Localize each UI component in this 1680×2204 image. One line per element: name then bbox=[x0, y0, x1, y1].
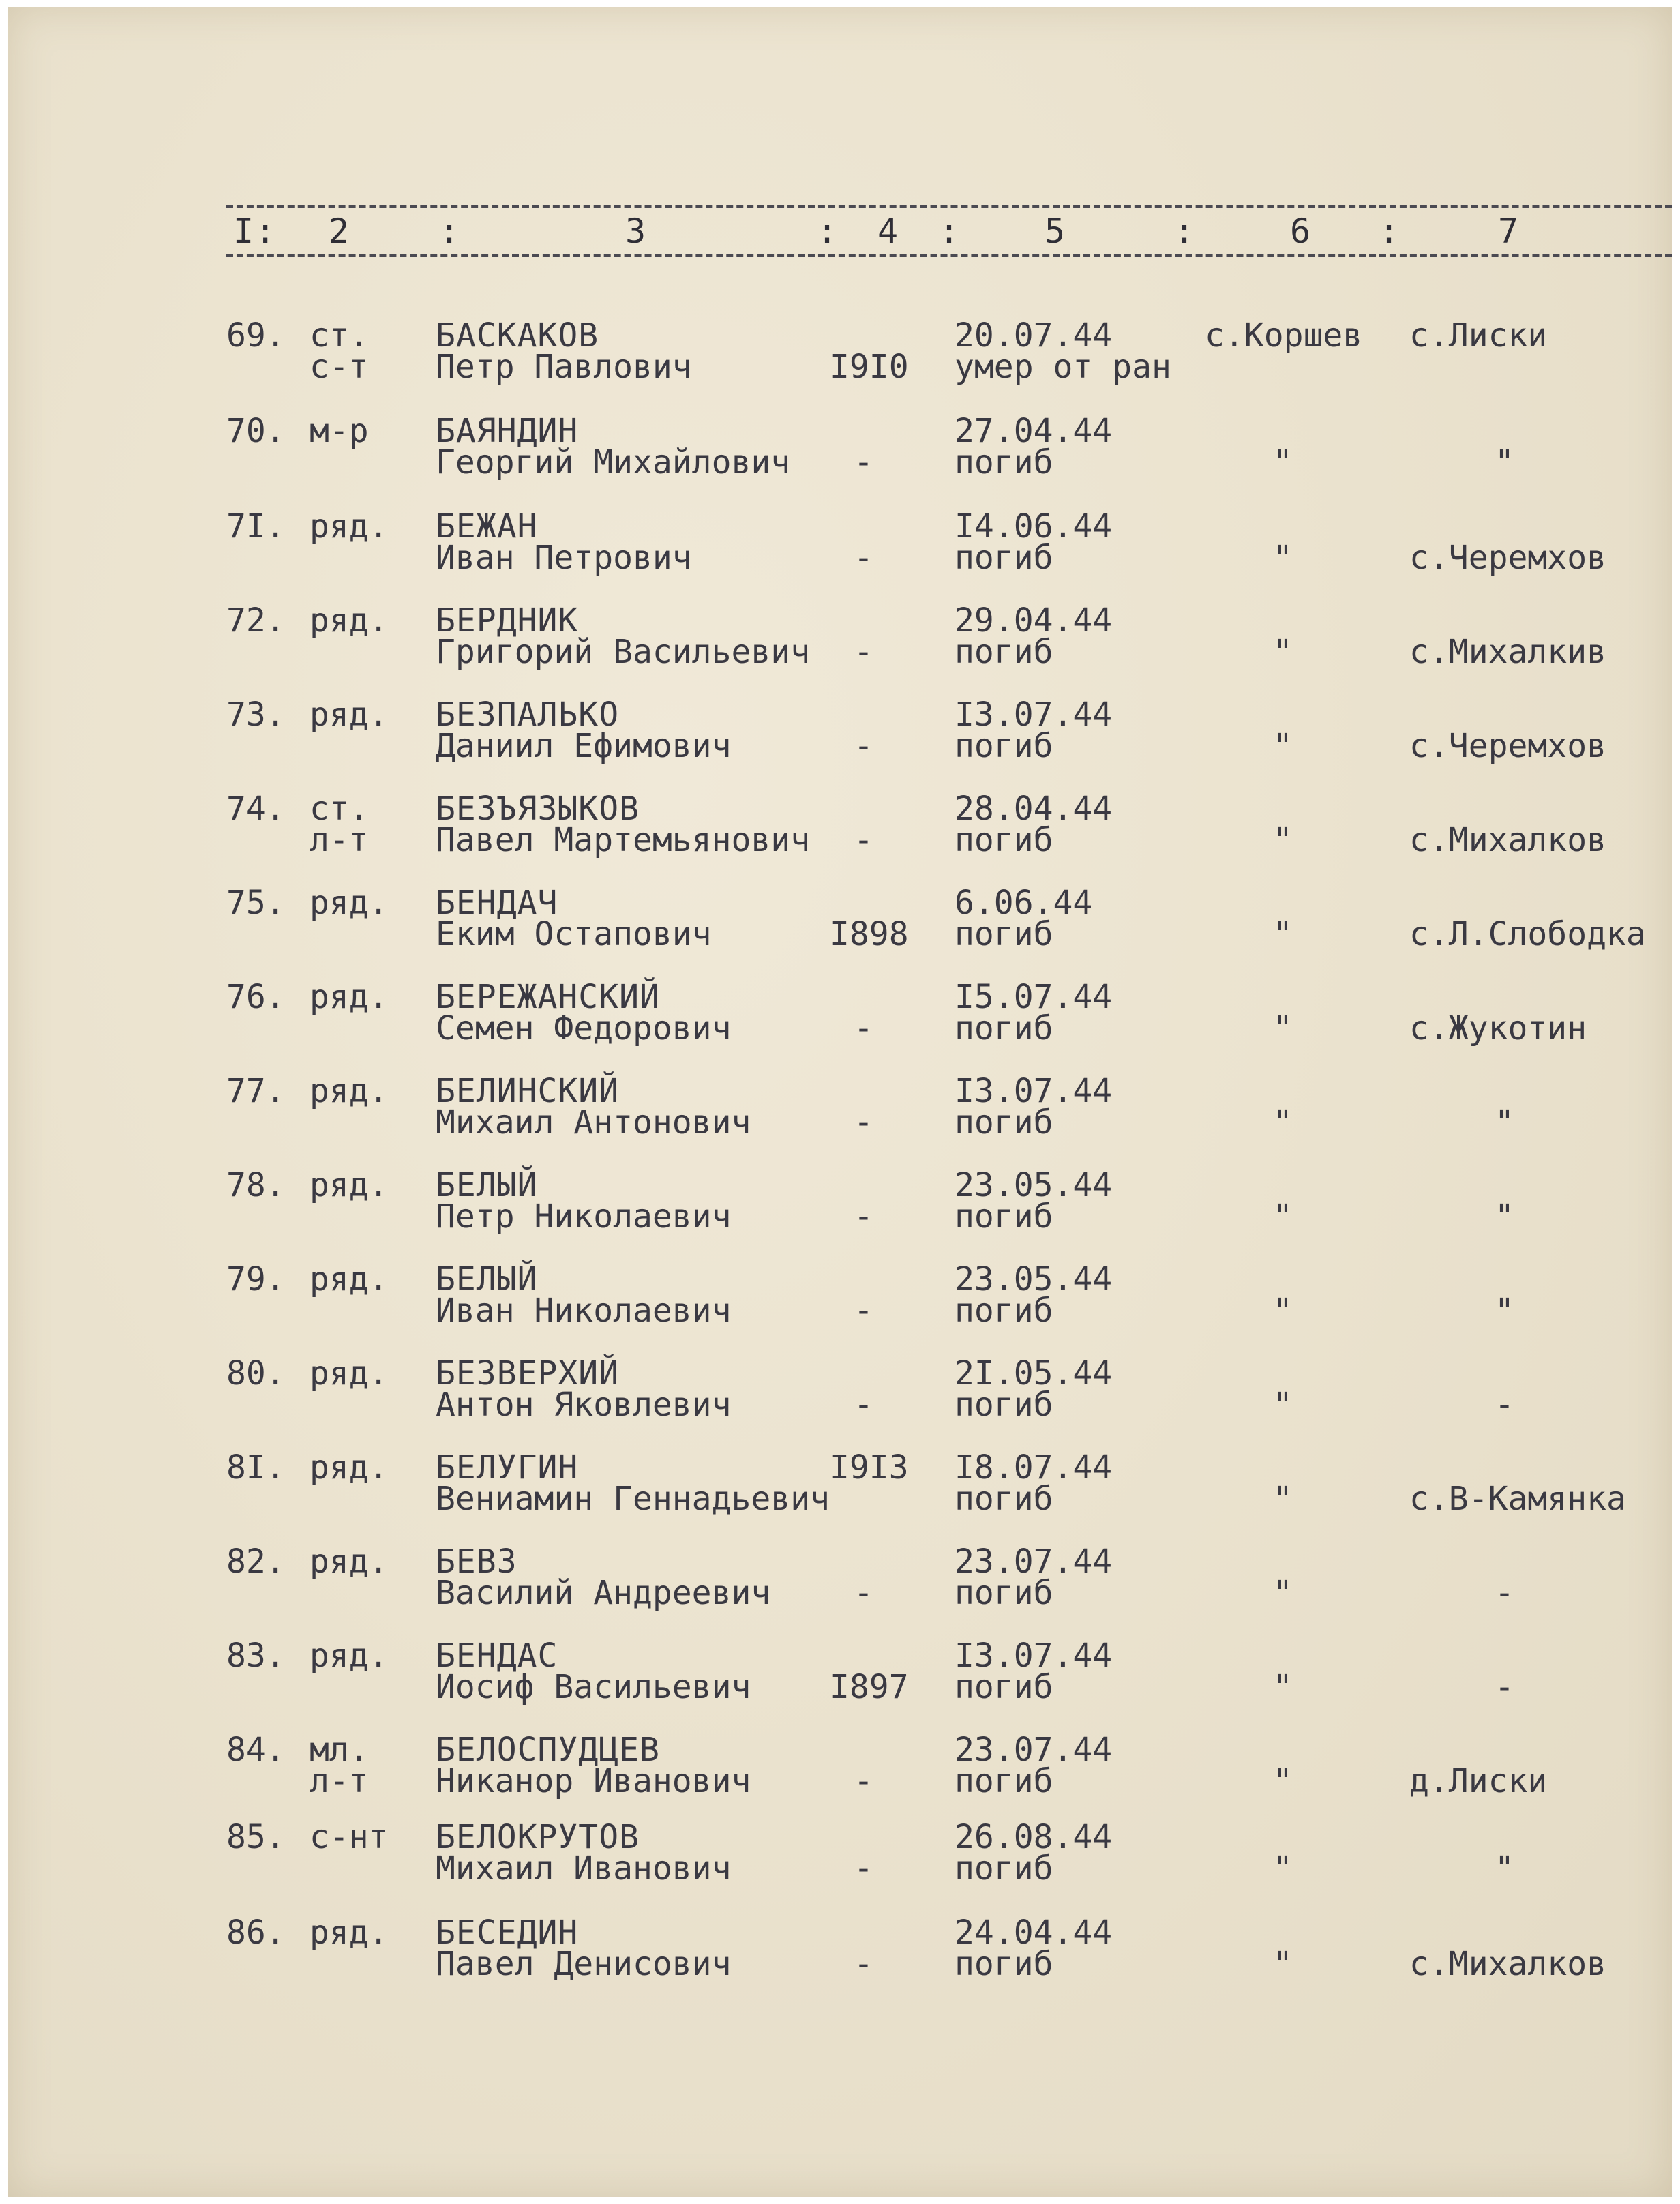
record-given-name: Георгий Михайлович bbox=[436, 443, 791, 481]
record-surname: БЕРДНИК bbox=[436, 601, 579, 640]
record-birth-year: I897 bbox=[830, 1668, 909, 1706]
record-number: 85. bbox=[226, 1818, 286, 1856]
record-date: 2I.05.44 bbox=[955, 1354, 1113, 1393]
record-col7-place: с.Михалков bbox=[1409, 821, 1606, 859]
record-col7-place: - bbox=[1495, 1386, 1514, 1424]
record-date: 6.06.44 bbox=[955, 884, 1093, 922]
record-col7-place: с.Л.Слободка bbox=[1409, 915, 1646, 953]
record-col6-place: " bbox=[1273, 1668, 1293, 1706]
record-number: 84. bbox=[226, 1731, 286, 1769]
record-status: погиб bbox=[955, 821, 1053, 859]
record-surname: БЕЛИНСКИЙ bbox=[436, 1072, 620, 1110]
record-given-name: Григорий Васильевич bbox=[436, 633, 811, 671]
record-col7-place: с.В-Камянка bbox=[1409, 1480, 1626, 1518]
column-header-2: 2 bbox=[329, 211, 351, 251]
record-rank: ряд. bbox=[310, 1637, 389, 1675]
record-surname: БЕРЕЖАНСКИЙ bbox=[436, 978, 660, 1016]
record-surname: БЕЗЪЯЗЫКОВ bbox=[436, 790, 640, 828]
record-rank: ряд. bbox=[310, 1543, 389, 1581]
record-given-name: Вениамин Геннадьевич bbox=[436, 1480, 830, 1518]
record-status: погиб bbox=[955, 1103, 1053, 1142]
record-surname: БЕНДАС bbox=[436, 1637, 558, 1675]
record-rank: ряд. bbox=[310, 1072, 389, 1110]
record-rank: ряд. bbox=[310, 1166, 389, 1204]
record-date: 26.08.44 bbox=[955, 1818, 1113, 1856]
record-status: погиб bbox=[955, 1668, 1053, 1706]
record-rank: с-нт bbox=[310, 1818, 389, 1856]
header-dashed-rule-top bbox=[226, 205, 1672, 208]
record-given-name: Иван Петрович bbox=[436, 539, 692, 577]
record-birth-year: - bbox=[854, 727, 873, 765]
record-surname: БЕВЗ bbox=[436, 1543, 518, 1581]
record-date: I3.07.44 bbox=[955, 1637, 1113, 1675]
record-status: погиб bbox=[955, 915, 1053, 953]
record-number: 8I. bbox=[226, 1448, 286, 1487]
record-rank-line2: л-т bbox=[310, 821, 369, 859]
record-rank: мл. bbox=[310, 1731, 369, 1769]
record-row bbox=[8, 1448, 1672, 1548]
record-surname: БЕЗВЕРХИЙ bbox=[436, 1354, 620, 1393]
record-date: 20.07.44 bbox=[955, 316, 1113, 355]
record-date: 23.07.44 bbox=[955, 1543, 1113, 1581]
record-date: I3.07.44 bbox=[955, 1072, 1113, 1110]
record-col7-place: " bbox=[1495, 1292, 1514, 1330]
column-header-1: I: bbox=[233, 211, 278, 251]
record-row bbox=[8, 601, 1672, 701]
record-col6-place: " bbox=[1273, 1849, 1293, 1888]
record-date: 23.07.44 bbox=[955, 1731, 1113, 1769]
record-birth-year: I9I0 bbox=[830, 348, 909, 386]
record-status: погиб bbox=[955, 727, 1053, 765]
record-col7-place: д.Лиски bbox=[1409, 1762, 1548, 1800]
record-col6-place: " bbox=[1273, 1762, 1293, 1800]
record-col6-place: " bbox=[1273, 727, 1293, 765]
record-col6-place: с.Коршев bbox=[1205, 316, 1363, 355]
record-given-name: Семен Федорович bbox=[436, 1009, 732, 1047]
column-separator: : bbox=[817, 211, 839, 251]
record-birth-year: - bbox=[854, 821, 873, 859]
record-number: 74. bbox=[226, 790, 286, 828]
record-row bbox=[8, 1072, 1672, 1172]
header-dashed-rule-bottom bbox=[226, 254, 1672, 257]
record-rank: ряд. bbox=[310, 1354, 389, 1393]
record-date: 29.04.44 bbox=[955, 601, 1113, 640]
record-row bbox=[8, 1818, 1672, 1918]
record-col6-place: " bbox=[1273, 1480, 1293, 1518]
record-col7-place: " bbox=[1495, 1103, 1514, 1142]
column-header-3: 3 bbox=[625, 211, 648, 251]
record-date: 24.04.44 bbox=[955, 1913, 1113, 1952]
record-number: 7I. bbox=[226, 507, 286, 546]
record-number: 77. bbox=[226, 1072, 286, 1110]
record-row bbox=[8, 507, 1672, 607]
record-col6-place: " bbox=[1273, 1945, 1293, 1983]
record-col7-place: с.Жукотин bbox=[1409, 1009, 1587, 1047]
record-status: умер от ран bbox=[955, 348, 1171, 386]
record-number: 73. bbox=[226, 696, 286, 734]
record-col7-place: " bbox=[1495, 443, 1514, 481]
column-header-4: 4 bbox=[877, 211, 900, 251]
record-col6-place: " bbox=[1273, 443, 1293, 481]
record-date: 23.05.44 bbox=[955, 1166, 1113, 1204]
record-col6-place: " bbox=[1273, 1009, 1293, 1047]
column-header-7: 7 bbox=[1498, 211, 1520, 251]
record-row bbox=[8, 316, 1672, 416]
record-birth-year: - bbox=[854, 539, 873, 577]
record-rank: ряд. bbox=[310, 1260, 389, 1298]
record-rank: ряд. bbox=[310, 696, 389, 734]
record-birth-year: I9I3 bbox=[830, 1448, 909, 1487]
record-status: погиб bbox=[955, 1762, 1053, 1800]
record-birth-year: - bbox=[854, 633, 873, 671]
record-row bbox=[8, 1166, 1672, 1266]
record-given-name: Василий Андреевич bbox=[436, 1574, 771, 1612]
record-status: погиб bbox=[955, 539, 1053, 577]
record-status: погиб bbox=[955, 1480, 1053, 1518]
record-date: I4.06.44 bbox=[955, 507, 1113, 546]
record-birth-year: - bbox=[854, 1574, 873, 1612]
record-status: погиб bbox=[955, 1292, 1053, 1330]
record-row bbox=[8, 1913, 1672, 2013]
record-status: погиб bbox=[955, 1574, 1053, 1612]
column-header-6: 6 bbox=[1290, 211, 1312, 251]
record-given-name: Михаил Антонович bbox=[436, 1103, 751, 1142]
record-given-name: Даниил Ефимович bbox=[436, 727, 732, 765]
record-given-name: Михаил Иванович bbox=[436, 1849, 732, 1888]
record-birth-year: - bbox=[854, 1009, 873, 1047]
record-rank: м-р bbox=[310, 412, 369, 450]
record-date: I8.07.44 bbox=[955, 1448, 1113, 1487]
record-col7-place: - bbox=[1495, 1668, 1514, 1706]
record-col6-place: " bbox=[1273, 1574, 1293, 1612]
record-birth-year: - bbox=[854, 1849, 873, 1888]
record-col6-place: " bbox=[1273, 821, 1293, 859]
record-surname: БЕЗПАЛЬКО bbox=[436, 696, 620, 734]
record-rank: ряд. bbox=[310, 1448, 389, 1487]
record-row bbox=[8, 1260, 1672, 1360]
record-row bbox=[8, 412, 1672, 511]
record-birth-year: - bbox=[854, 443, 873, 481]
record-number: 86. bbox=[226, 1913, 286, 1952]
record-given-name: Никанор Иванович bbox=[436, 1762, 751, 1800]
record-number: 78. bbox=[226, 1166, 286, 1204]
record-birth-year: I898 bbox=[830, 915, 909, 953]
record-col6-place: " bbox=[1273, 915, 1293, 953]
record-col6-place: " bbox=[1273, 633, 1293, 671]
record-status: погиб bbox=[955, 1009, 1053, 1047]
record-number: 69. bbox=[226, 316, 286, 355]
record-row bbox=[8, 1354, 1672, 1454]
column-separator: : bbox=[1174, 211, 1197, 251]
record-date: 28.04.44 bbox=[955, 790, 1113, 828]
record-rank: ряд. bbox=[310, 1913, 389, 1952]
record-given-name: Антон Яковлевич bbox=[436, 1386, 732, 1424]
record-surname: БЕСЕДИН bbox=[436, 1913, 579, 1952]
column-separator: : bbox=[939, 211, 961, 251]
record-birth-year: - bbox=[854, 1103, 873, 1142]
record-col7-place: " bbox=[1495, 1849, 1514, 1888]
record-rank: ряд. bbox=[310, 978, 389, 1016]
record-col7-place: - bbox=[1495, 1574, 1514, 1612]
record-row bbox=[8, 696, 1672, 795]
record-col6-place: " bbox=[1273, 1197, 1293, 1236]
record-rank-line2: л-т bbox=[310, 1762, 369, 1800]
record-date: 27.04.44 bbox=[955, 412, 1113, 450]
record-status: погиб bbox=[955, 633, 1053, 671]
record-col7-place: с.Лиски bbox=[1409, 316, 1548, 355]
record-surname: БЕЛОСПУДЦЕВ bbox=[436, 1731, 660, 1769]
record-given-name: Павел Мартемьянович bbox=[436, 821, 811, 859]
record-rank: ст. bbox=[310, 316, 369, 355]
record-col7-place: с.Черемхов bbox=[1409, 539, 1606, 577]
record-given-name: Петр Павлович bbox=[436, 348, 692, 386]
record-birth-year: - bbox=[854, 1197, 873, 1236]
record-col7-place: с.Михалкив bbox=[1409, 633, 1606, 671]
record-row bbox=[8, 790, 1672, 889]
record-col6-place: " bbox=[1273, 539, 1293, 577]
record-number: 72. bbox=[226, 601, 286, 640]
record-status: погиб bbox=[955, 443, 1053, 481]
record-rank: ряд. bbox=[310, 601, 389, 640]
record-surname: БЕЛУГИН bbox=[436, 1448, 579, 1487]
column-separator: : bbox=[1379, 211, 1401, 251]
record-date: 23.05.44 bbox=[955, 1260, 1113, 1298]
record-col7-place: с.Черемхов bbox=[1409, 727, 1606, 765]
record-surname: БЕЛЫЙ bbox=[436, 1166, 538, 1204]
record-surname: БАСКАКОВ bbox=[436, 316, 599, 355]
record-col7-place: " bbox=[1495, 1197, 1514, 1236]
record-col7-place: с.Михалков bbox=[1409, 1945, 1606, 1983]
record-number: 82. bbox=[226, 1543, 286, 1581]
record-col6-place: " bbox=[1273, 1103, 1293, 1142]
record-given-name: Иван Николаевич bbox=[436, 1292, 732, 1330]
record-status: погиб bbox=[955, 1197, 1053, 1236]
record-rank: ряд. bbox=[310, 507, 389, 546]
record-number: 83. bbox=[226, 1637, 286, 1675]
record-row bbox=[8, 1637, 1672, 1736]
record-col6-place: " bbox=[1273, 1292, 1293, 1330]
record-rank: ст. bbox=[310, 790, 369, 828]
record-birth-year: - bbox=[854, 1762, 873, 1800]
record-birth-year: - bbox=[854, 1292, 873, 1330]
column-header-5: 5 bbox=[1045, 211, 1067, 251]
record-row bbox=[8, 1543, 1672, 1642]
record-surname: БЕЛОКРУТОВ bbox=[436, 1818, 640, 1856]
record-given-name: Петр Николаевич bbox=[436, 1197, 732, 1236]
record-birth-year: - bbox=[854, 1386, 873, 1424]
record-number: 75. bbox=[226, 884, 286, 922]
record-date: I5.07.44 bbox=[955, 978, 1113, 1016]
typewritten-page bbox=[8, 7, 1672, 2197]
record-number: 76. bbox=[226, 978, 286, 1016]
record-given-name: Иосиф Васильевич bbox=[436, 1668, 751, 1706]
record-rank: ряд. bbox=[310, 884, 389, 922]
column-separator: : bbox=[439, 211, 462, 251]
record-status: погиб bbox=[955, 1386, 1053, 1424]
record-rank-line2: с-т bbox=[310, 348, 369, 386]
record-col6-place: " bbox=[1273, 1386, 1293, 1424]
record-surname: БЕЖАН bbox=[436, 507, 538, 546]
record-number: 70. bbox=[226, 412, 286, 450]
record-surname: БАЯНДИН bbox=[436, 412, 579, 450]
record-surname: БЕНДАЧ bbox=[436, 884, 558, 922]
record-date: I3.07.44 bbox=[955, 696, 1113, 734]
record-given-name: Еким Остапович bbox=[436, 915, 712, 953]
record-row bbox=[8, 884, 1672, 983]
record-status: погиб bbox=[955, 1849, 1053, 1888]
record-given-name: Павел Денисович bbox=[436, 1945, 732, 1983]
record-number: 80. bbox=[226, 1354, 286, 1393]
record-number: 79. bbox=[226, 1260, 286, 1298]
record-row bbox=[8, 1731, 1672, 1830]
record-surname: БЕЛЫЙ bbox=[436, 1260, 538, 1298]
record-row bbox=[8, 978, 1672, 1077]
record-status: погиб bbox=[955, 1945, 1053, 1983]
record-birth-year: - bbox=[854, 1945, 873, 1983]
